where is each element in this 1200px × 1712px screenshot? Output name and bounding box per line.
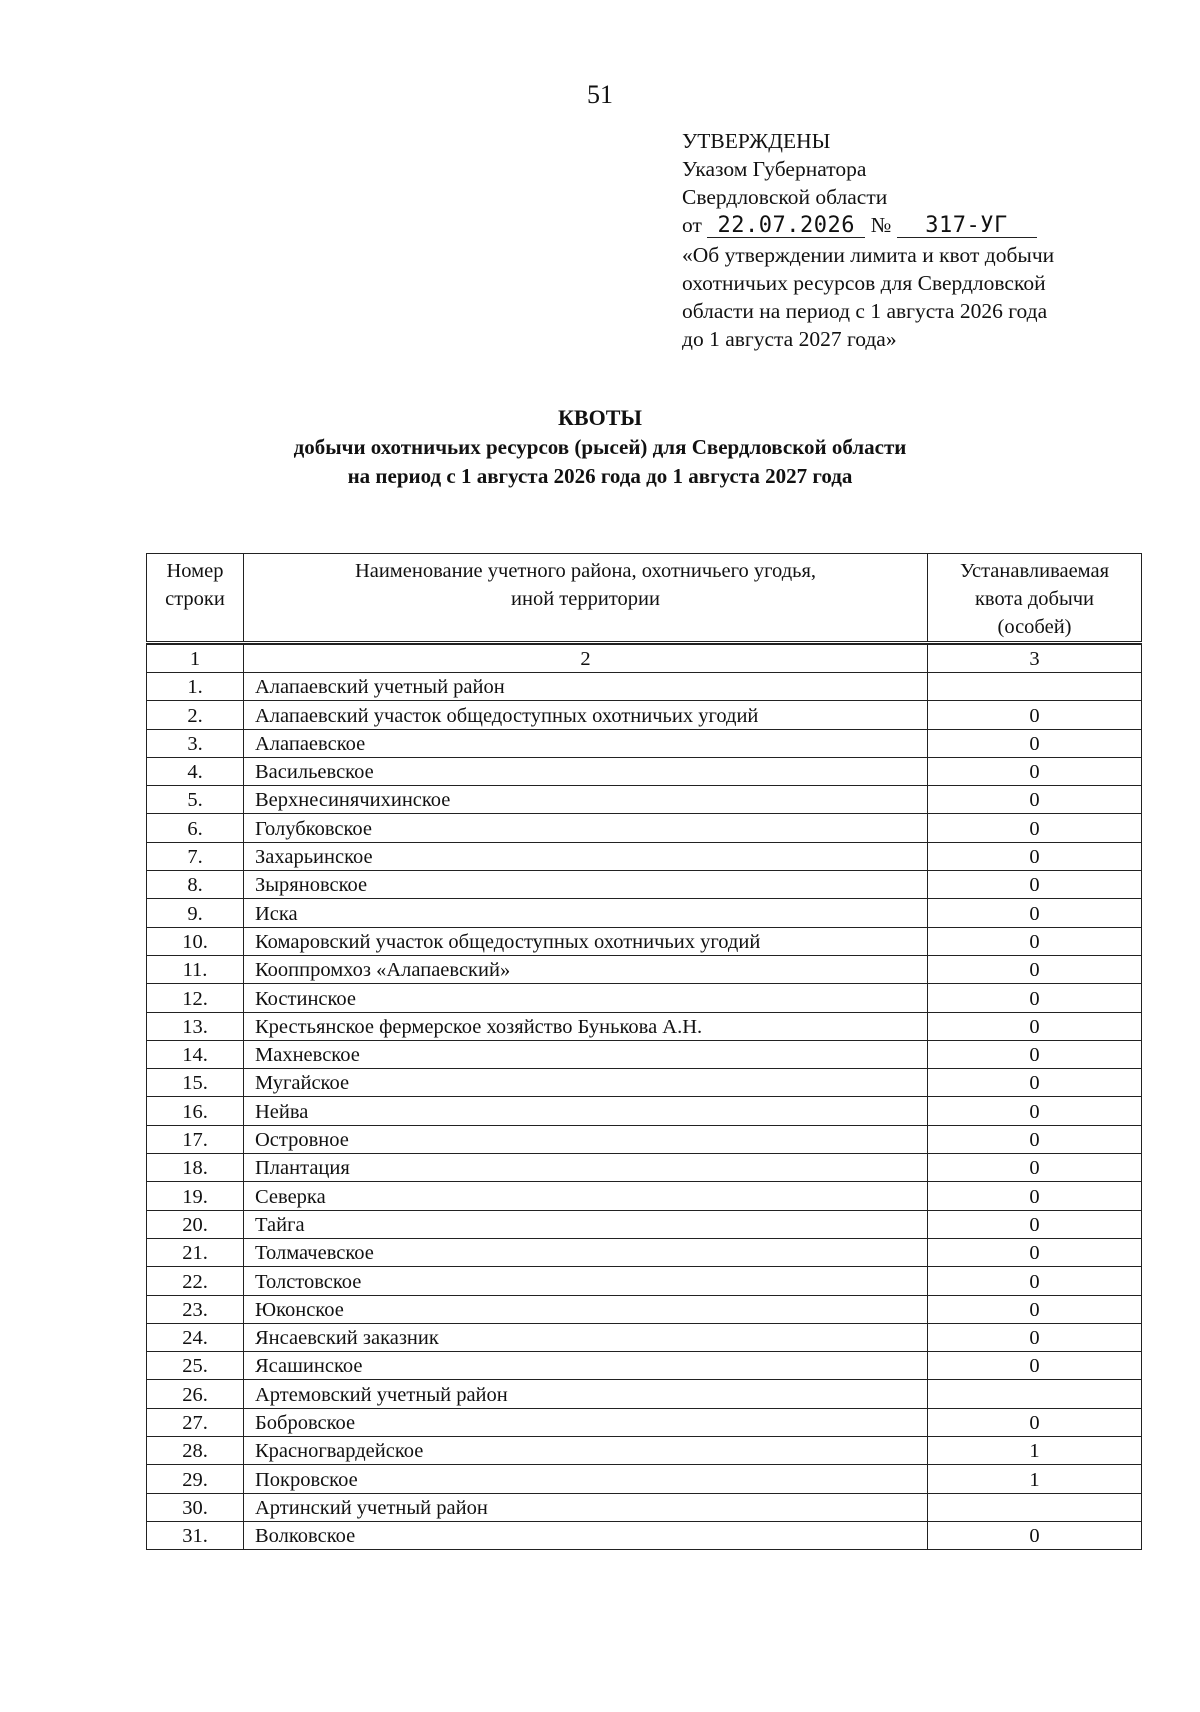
quota-value: 0 bbox=[928, 701, 1142, 729]
area-name: Бобровское bbox=[244, 1408, 928, 1436]
quota-table bbox=[146, 553, 1142, 1550]
table-row bbox=[147, 899, 1142, 927]
page-number: 51 bbox=[587, 80, 613, 109]
quota-value: 0 bbox=[928, 1352, 1142, 1380]
area-name: Плантация bbox=[244, 1154, 928, 1182]
table-row bbox=[147, 1295, 1142, 1323]
quota-value: 0 bbox=[928, 1125, 1142, 1153]
quota-value: 1 bbox=[928, 1437, 1142, 1465]
column-index: 1 bbox=[147, 645, 244, 673]
area-name: Тайга bbox=[244, 1210, 928, 1238]
row-number: 18. bbox=[147, 1154, 244, 1182]
table-row bbox=[147, 1125, 1142, 1153]
table-row bbox=[147, 1408, 1142, 1436]
table-row bbox=[147, 1210, 1142, 1238]
approval-line-decree: Указом Губернатора bbox=[682, 157, 867, 181]
quota-value: 0 bbox=[928, 927, 1142, 955]
row-number: 22. bbox=[147, 1267, 244, 1295]
quota-value: 0 bbox=[928, 899, 1142, 927]
table-row bbox=[147, 1238, 1142, 1266]
document-subtitle-1: добычи охотничьих ресурсов (рысей) для Свердловской области bbox=[293, 435, 907, 459]
area-name: Васильевское bbox=[244, 757, 928, 785]
area-name: Иска bbox=[244, 899, 928, 927]
row-number: 30. bbox=[147, 1493, 244, 1521]
area-name: Островное bbox=[244, 1125, 928, 1153]
table-row bbox=[147, 701, 1142, 729]
area-name: Волковское bbox=[244, 1521, 928, 1549]
quota-value: 0 bbox=[928, 984, 1142, 1012]
table-row bbox=[147, 1182, 1142, 1210]
quota-value: 0 bbox=[928, 1295, 1142, 1323]
table-row bbox=[147, 1097, 1142, 1125]
decree-title-line-1: «Об утверждении лимита и квот добычи bbox=[682, 243, 1055, 267]
quota-value: 0 bbox=[928, 1097, 1142, 1125]
table-row bbox=[147, 1521, 1142, 1549]
row-number: 31. bbox=[147, 1521, 244, 1549]
row-number: 5. bbox=[147, 786, 244, 814]
area-name: Кооппромхоз «Алапаевский» bbox=[244, 955, 928, 983]
decree-date: 22.07.2026 bbox=[707, 215, 865, 238]
table-row bbox=[147, 842, 1142, 870]
row-number: 16. bbox=[147, 1097, 244, 1125]
quota-value: 0 bbox=[928, 842, 1142, 870]
row-number: 11. bbox=[147, 955, 244, 983]
row-number: 26. bbox=[147, 1380, 244, 1408]
row-number: 15. bbox=[147, 1069, 244, 1097]
header-row-number bbox=[147, 554, 244, 643]
area-name: Алапаевский участок общедоступных охотничьих угодий bbox=[244, 701, 928, 729]
table-row bbox=[147, 1493, 1142, 1521]
table-row bbox=[147, 673, 1142, 701]
column-index: 3 bbox=[928, 645, 1142, 673]
header-text: квота добычи bbox=[974, 588, 1095, 610]
area-name: Северка bbox=[244, 1182, 928, 1210]
quota-value bbox=[928, 673, 1142, 701]
quota-value: 0 bbox=[928, 814, 1142, 842]
row-number: 23. bbox=[147, 1295, 244, 1323]
area-name: Захарьинское bbox=[244, 842, 928, 870]
table-row bbox=[147, 729, 1142, 757]
quota-value: 0 bbox=[928, 1267, 1142, 1295]
quota-value: 0 bbox=[928, 1012, 1142, 1040]
table-row bbox=[147, 1352, 1142, 1380]
row-number: 1. bbox=[147, 673, 244, 701]
quota-value bbox=[928, 1380, 1142, 1408]
quota-value: 0 bbox=[928, 1182, 1142, 1210]
area-name: Красногвардейское bbox=[244, 1437, 928, 1465]
row-number: 6. bbox=[147, 814, 244, 842]
quota-value: 0 bbox=[928, 786, 1142, 814]
table-row bbox=[147, 1267, 1142, 1295]
quota-value: 0 bbox=[928, 729, 1142, 757]
quota-value: 0 bbox=[928, 955, 1142, 983]
header-text: (особей) bbox=[997, 616, 1072, 638]
header-text: Устанавливаемая bbox=[959, 560, 1110, 582]
approval-line-region: Свердловской области bbox=[682, 185, 888, 209]
area-name: Крестьянское фермерское хозяйство Бунькова А.Н. bbox=[244, 1012, 928, 1040]
area-name: Янсаевский заказник bbox=[244, 1323, 928, 1351]
column-index: 2 bbox=[244, 645, 928, 673]
header-quota bbox=[928, 554, 1142, 643]
table-row bbox=[147, 814, 1142, 842]
area-name: Комаровский участок общедоступных охотничьих угодий bbox=[244, 927, 928, 955]
document-subtitle-2: на период с 1 августа 2026 года до 1 августа 2027 года bbox=[347, 464, 853, 488]
row-number: 7. bbox=[147, 842, 244, 870]
table-row bbox=[147, 984, 1142, 1012]
area-name: Зыряновское bbox=[244, 871, 928, 899]
area-name: Толмачевское bbox=[244, 1238, 928, 1266]
table-row bbox=[147, 1154, 1142, 1182]
row-number: 9. bbox=[147, 899, 244, 927]
area-name: Артемовский учетный район bbox=[244, 1380, 928, 1408]
quota-value: 0 bbox=[928, 1521, 1142, 1549]
quota-value: 0 bbox=[928, 1040, 1142, 1068]
table-row bbox=[147, 927, 1142, 955]
area-name: Алапаевский учетный район bbox=[244, 673, 928, 701]
table-body bbox=[147, 643, 1142, 1550]
from-label: от bbox=[682, 213, 702, 237]
row-number: 24. bbox=[147, 1323, 244, 1351]
row-number: 2. bbox=[147, 701, 244, 729]
row-number: 4. bbox=[147, 757, 244, 785]
row-number: 17. bbox=[147, 1125, 244, 1153]
quota-value: 1 bbox=[928, 1465, 1142, 1493]
quota-value: 0 bbox=[928, 1408, 1142, 1436]
approval-date-line bbox=[682, 211, 1142, 239]
row-number: 27. bbox=[147, 1408, 244, 1436]
quota-value: 0 bbox=[928, 1210, 1142, 1238]
header-text: строки bbox=[165, 588, 225, 610]
row-number: 25. bbox=[147, 1352, 244, 1380]
area-name: Мугайское bbox=[244, 1069, 928, 1097]
table-row bbox=[147, 1040, 1142, 1068]
table-row bbox=[147, 1323, 1142, 1351]
quota-value: 0 bbox=[928, 1154, 1142, 1182]
header-text: Наименование учетного района, охотничьего угодья, bbox=[354, 560, 817, 582]
column-index-row bbox=[147, 645, 1142, 673]
table-row bbox=[147, 1465, 1142, 1493]
row-number: 29. bbox=[147, 1465, 244, 1493]
quota-value: 0 bbox=[928, 871, 1142, 899]
area-name: Покровское bbox=[244, 1465, 928, 1493]
row-number: 10. bbox=[147, 927, 244, 955]
number-label: № bbox=[870, 213, 892, 237]
table-row bbox=[147, 1437, 1142, 1465]
table-header-row bbox=[147, 554, 1142, 643]
area-name: Алапаевское bbox=[244, 729, 928, 757]
area-name: Юконское bbox=[244, 1295, 928, 1323]
row-number: 19. bbox=[147, 1182, 244, 1210]
quota-value: 0 bbox=[928, 757, 1142, 785]
approval-line-approved: УТВЕРЖДЕНЫ bbox=[682, 129, 831, 153]
header-area-name bbox=[244, 554, 928, 643]
area-name: Нейва bbox=[244, 1097, 928, 1125]
row-number: 13. bbox=[147, 1012, 244, 1040]
document-title: КВОТЫ bbox=[557, 405, 642, 430]
quota-value: 0 bbox=[928, 1238, 1142, 1266]
row-number: 21. bbox=[147, 1238, 244, 1266]
approval-block bbox=[682, 127, 1142, 353]
table-row bbox=[147, 1012, 1142, 1040]
decree-number: 317-УГ bbox=[897, 215, 1037, 238]
area-name: Толстовское bbox=[244, 1267, 928, 1295]
row-number: 8. bbox=[147, 871, 244, 899]
quota-value bbox=[928, 1493, 1142, 1521]
decree-title-line-2: охотничьих ресурсов для Свердловской bbox=[682, 271, 1046, 295]
decree-title-line-3: области на период с 1 августа 2026 года bbox=[682, 299, 1048, 323]
table-row bbox=[147, 1380, 1142, 1408]
table-row bbox=[147, 786, 1142, 814]
area-name: Верхнесинячихинское bbox=[244, 786, 928, 814]
table-row bbox=[147, 757, 1142, 785]
table-row bbox=[147, 871, 1142, 899]
area-name: Костинское bbox=[244, 984, 928, 1012]
row-number: 20. bbox=[147, 1210, 244, 1238]
area-name: Артинский учетный район bbox=[244, 1493, 928, 1521]
decree-title-line-4: до 1 августа 2027 года» bbox=[682, 327, 897, 351]
row-number: 14. bbox=[147, 1040, 244, 1068]
area-name: Голубковское bbox=[244, 814, 928, 842]
row-number: 3. bbox=[147, 729, 244, 757]
header-text: иной территории bbox=[511, 588, 660, 610]
table-row bbox=[147, 1069, 1142, 1097]
row-number: 12. bbox=[147, 984, 244, 1012]
row-number: 28. bbox=[147, 1437, 244, 1465]
table-row bbox=[147, 955, 1142, 983]
area-name: Ясашинское bbox=[244, 1352, 928, 1380]
header-text: Номер bbox=[166, 560, 224, 582]
quota-value: 0 bbox=[928, 1069, 1142, 1097]
area-name: Махневское bbox=[244, 1040, 928, 1068]
quota-value: 0 bbox=[928, 1323, 1142, 1351]
